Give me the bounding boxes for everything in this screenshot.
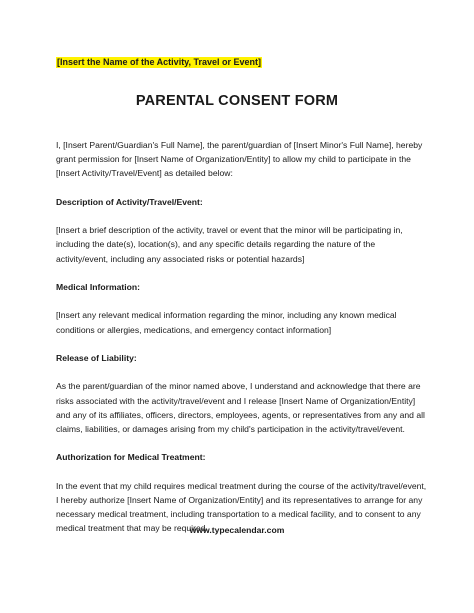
activity-name-placeholder: [Insert the Name of the Activity, Travel or Event] [57,57,262,67]
section-text-medical-authorization: In the event that my child requires medical treatment during the course of the activity/travel/event, I hereby authorize [Insert Name of Organization/Entity] and its representatives to arrange for any necessary medical treatment, including transportation to a medical facility, and to consent to any medical treatment that may be required. [56,480,427,534]
section-text-description: [Insert a brief description of the activity, travel or event that the minor will be participating in, including the date(s), location(s), and any specific details regarding the nature of the activity/event, including any associated risks or potential hazards] [56,225,403,264]
form-title: PARENTAL CONSENT FORM [135,93,339,109]
section-heading-release-of-liability: Release of Liability: [56,352,137,363]
section-heading-medical-authorization: Authorization for Medical Treatment: [56,452,206,463]
section-text-medical-information: [Insert any relevant medical information regarding the minor, including any known medical conditions or allergies, medications, and emergency contact information] [56,310,397,335]
form-body [56,138,428,550]
intro-paragraph: I, [Insert Parent/Guardian's Full Name], the parent/guardian of [Insert Minor's Full Name], hereby grant permission for [Insert Name of Organization/Entity] to allow my child to participate in the [Insert Activity/Travel/Event] as detailed below: [56,140,423,179]
footer-website: www.typecalendar.com [189,525,285,535]
section-heading-medical-information: Medical Information: [56,281,141,292]
section-text-release-of-liability: As the parent/guardian of the minor named above, I understand and acknowledge that there are risks associated with the activity/travel/event and I release [Insert Name of Organization/Entity] and any of its affiliates, officers, directors, employees, agents, or representatives from any and all claims, liabilities, or damages arising from my child's participation in the activity/travel/event. [56,381,425,434]
section-heading-description: Description of Activity/Travel/Event: [56,196,203,207]
